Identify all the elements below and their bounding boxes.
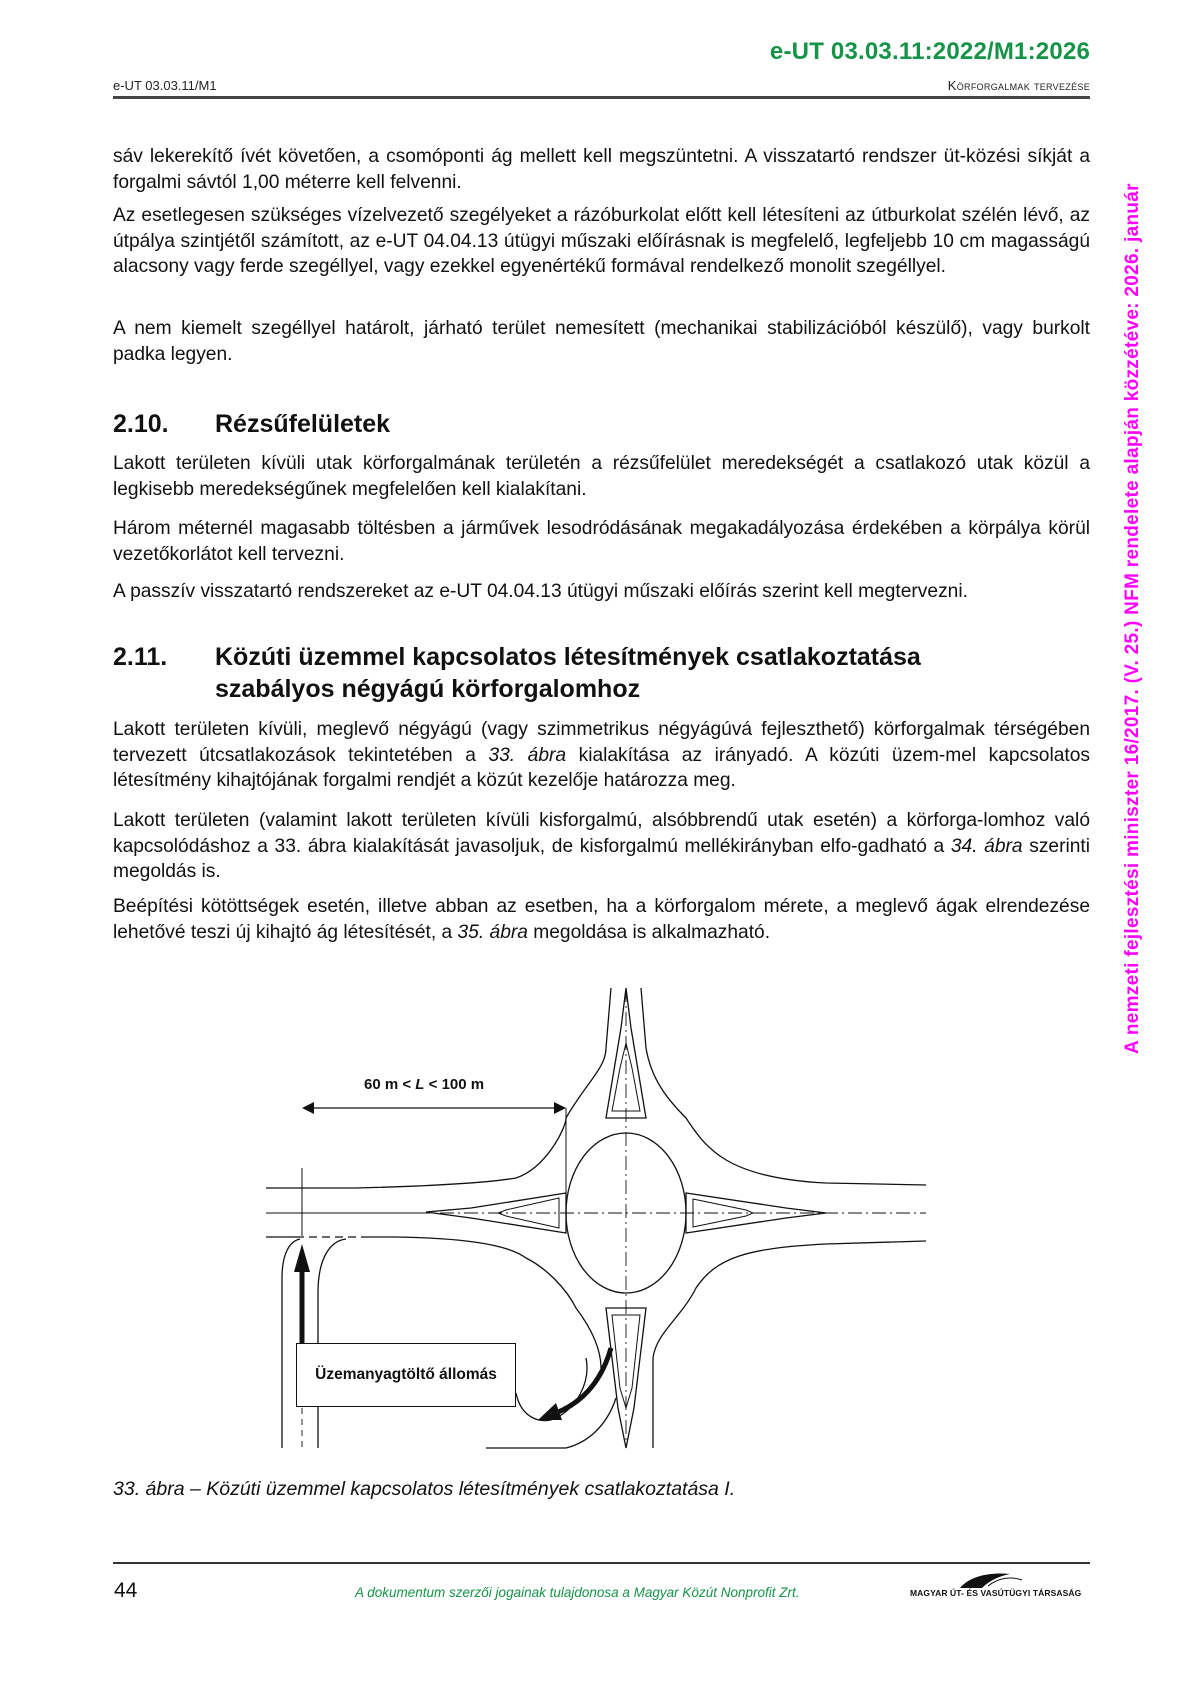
section-title-line1: Közúti üzemmel kapcsolatos létesítmények csatlakoztatása — [215, 643, 921, 671]
text: Lakott területen kívüli, meglevő négyágú (vagy szimmetrikus négyágúvá fejleszthető) körforgalmak térségében tervezett útcsatlakozások tekintetében a — [113, 719, 1090, 766]
section-heading-2-11 — [113, 641, 1090, 705]
paragraph — [113, 894, 1090, 945]
header-left-code: e-UT 03.03.11/M1 — [113, 78, 217, 93]
figure-reference-link[interactable]: 35. ábra — [457, 921, 528, 943]
logo-text: MAGYAR ÚT- ÉS VASÚTÜGYI TÁRSASÁG — [910, 1588, 1082, 1598]
text: megoldása is alkalmazható. — [527, 921, 771, 943]
paragraph: A nem kiemelt szegéllyel határolt, járható terület nemesített (mechanikai stabilizációból készülő), vagy burkolt padka legyen. — [113, 318, 1090, 365]
section-title — [215, 641, 1015, 705]
road-swoosh-icon — [910, 1570, 1090, 1590]
section-heading-2-10 — [113, 408, 390, 440]
figure-reference-link[interactable]: 34. ábra — [950, 835, 1023, 857]
society-logo — [910, 1570, 1090, 1610]
publication-side-note: A nemzeti fejlesztési miniszter 16/2017. (V. 25.) NFM rendelete alapján közzétéve: 2026. január — [1122, 183, 1143, 1054]
section-number: 2.10. — [113, 410, 169, 438]
text: szerinti megoldás is. — [113, 835, 1090, 882]
copyright-notice: A dokumentum szerzői jogainak tulajdonosa a Magyar Közút Nonprofit Zrt. — [355, 1585, 800, 1600]
text: Lakott területen (valamint lakott területen kívüli kisforgalmú, alsóbbrendű utak esetén) a körforga-lomhoz való kapcsolódáshoz a 33. ábra kialakítását javasoljuk, de kisforgalmú mellékirányban elfo-gadható a — [113, 810, 1090, 857]
paragraph: Lakott területen kívüli utak körforgalmának területén a rézsűfelület meredekségét a csatlakozó utak közül a legkisebb meredekségűnek megfelelően kell kialakítani. — [113, 453, 1090, 500]
roundabout-diagram — [266, 988, 926, 1468]
paragraph — [113, 717, 1090, 794]
text: kialakítása az irányadó. A közúti üzem-mel kapcsolatos létesítmény kihajtójának forgalmi rendjét a közút kezelője határozza meg. — [113, 744, 1090, 791]
paragraph — [113, 808, 1090, 885]
header-rule — [113, 96, 1090, 99]
header-section-title: Körforgalmak tervezése — [947, 78, 1090, 93]
text: Beépítési kötöttségek esetén, illetve abban az esetben, ha a körforgalom mérete, a meglevő ágak elrendezése lehetővé teszi új kihajtó ág létesítését, a — [113, 896, 1090, 943]
paragraph: Három méternél magasabb töltésben a járművek lesodródásának megakadályozása érdekében a körpálya körül vezetőkorlátot kell tervezni. — [113, 518, 1090, 565]
paragraph: Az esetlegesen szükséges vízelvezető szegélyeket a rázóburkolat előtt kell létesíteni az útburkolat szélén lévő, az útpálya szintjétől számított, az e-UT 04.04.13 útügyi műszaki előírásnak is megfelelő, legfeljebb 10 cm magasságú alacsony vagy ferde szegéllyel, vagy ezekkel egyenértékű formával rendelkező monolit szegéllyel. — [113, 205, 1090, 277]
section-number: 2.11. — [113, 643, 168, 671]
fuel-station-box: Üzemanyagtöltő állomás — [296, 1343, 516, 1407]
paragraph: A passzív visszatartó rendszereket az e-UT 04.04.13 útügyi műszaki előírás szerint kell megtervezni. — [113, 581, 968, 602]
section-title: Rézsűfelületek — [215, 410, 391, 438]
footer-rule — [113, 1562, 1090, 1564]
figure-reference-link[interactable]: 33. ábra — [488, 744, 567, 766]
figure-caption: 33. ábra – Közúti üzemmel kapcsolatos létesítmények csatlakoztatása I. — [113, 1478, 736, 1500]
page-number: 44 — [114, 1579, 138, 1602]
document-code: e-UT 03.03.11:2022/M1:2026 — [769, 38, 1090, 65]
section-title-line2: szabályos négyágú körforgalomhoz — [215, 675, 641, 703]
dimension-label: 60 m < L < 100 m — [364, 1076, 485, 1093]
paragraph: sáv lekerekítő ívét követően, a csomóponti ág mellett kell megszüntetni. A visszatartó rendszer üt-közési síkját a forgalmi sávtól 1,00 méterre kell felvenni. — [113, 146, 1090, 193]
